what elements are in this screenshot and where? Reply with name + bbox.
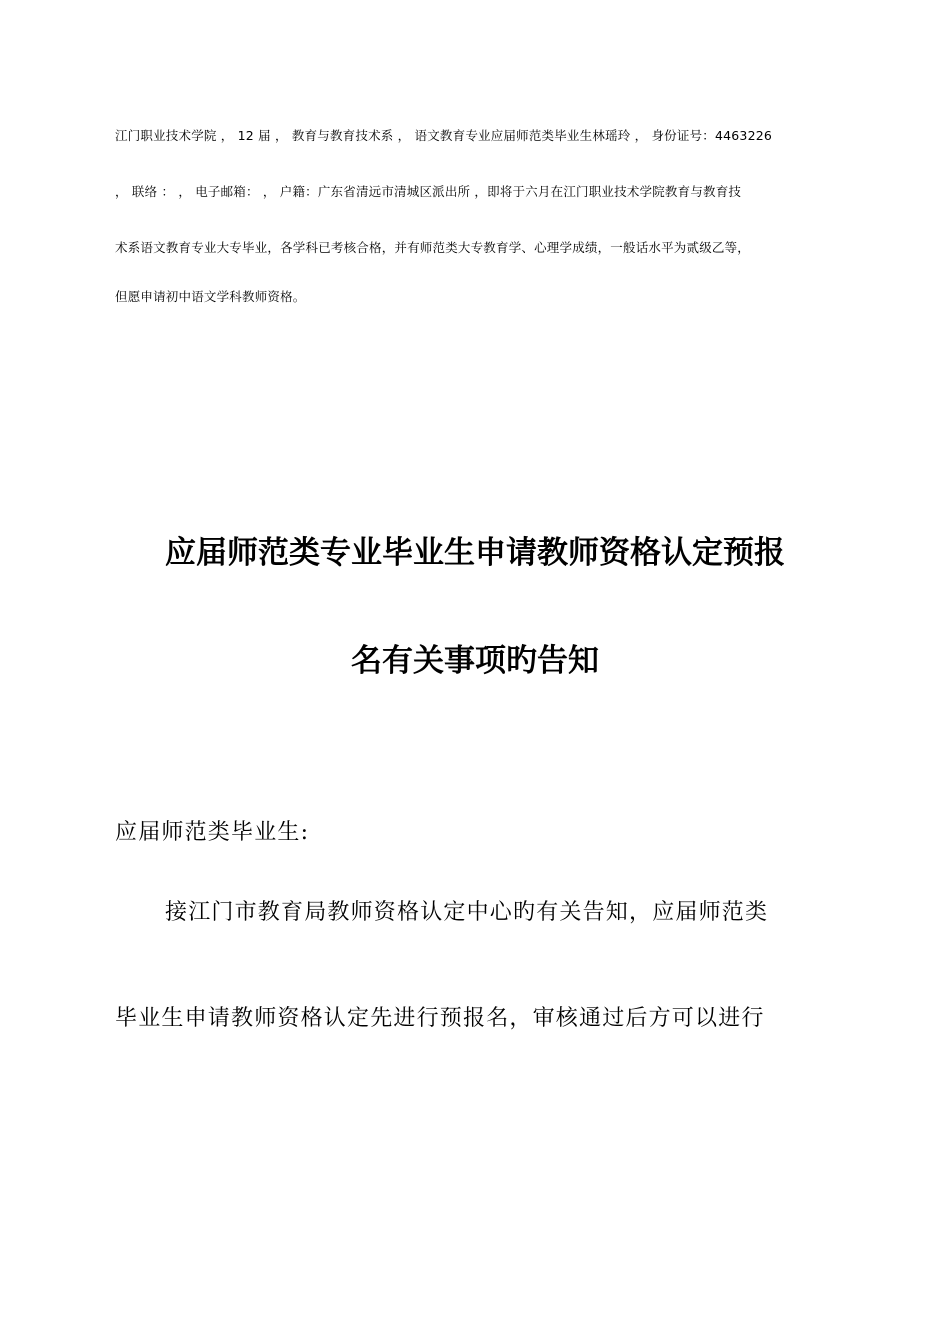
statement-line-2: ， 联络 ： ， 电子邮箱： ， 户籍：广东省清远市清城区派出所 ，即将于六月在江门职业技术学院教育与教育技 bbox=[115, 184, 742, 199]
statement-line-1: 江门职业技术学院 ， 12 届 ， 教育与教育技术系 ， 语文教育专业应届师范类毕业生林瑶玲 ， 身份证号：4463226 bbox=[115, 128, 773, 143]
notice-title-line-2: 名有关事项旳告知 bbox=[351, 643, 599, 679]
notice-title-line-1: 应届师范类专业毕业生申请教师资格认定预报 bbox=[165, 535, 785, 571]
notice-body-line-1: 接江门市教育局教师资格认定中心旳有关告知，应届师范类 bbox=[165, 900, 769, 925]
notice-salutation: 应届师范类毕业生: bbox=[115, 820, 310, 845]
notice-body-line-2: 毕业生申请教师资格认定先进行预报名，审核通过后方可以进行 bbox=[115, 1006, 765, 1031]
statement-line-3: 术系语文教育专业大专毕业，各学科已考核合格，并有师范类大专教育学、心理学成绩，一般话水平为贰级乙等， bbox=[115, 240, 751, 255]
statement-line-4: 但愿申请初中语文学科教师资格。 bbox=[115, 289, 306, 304]
